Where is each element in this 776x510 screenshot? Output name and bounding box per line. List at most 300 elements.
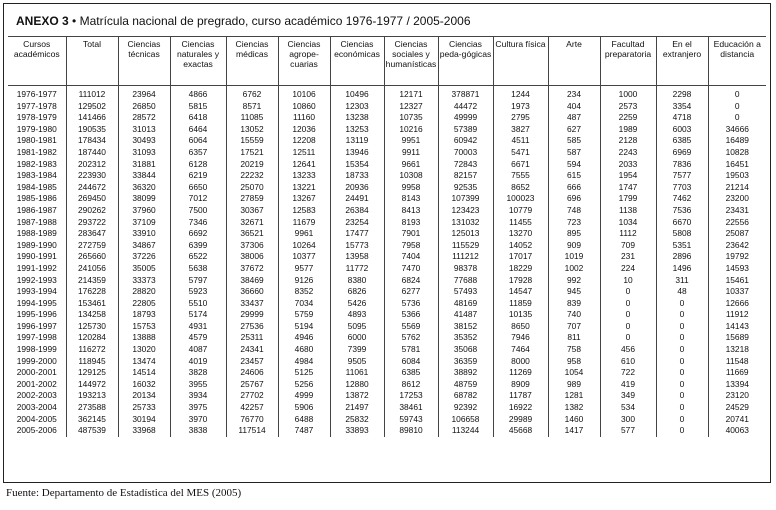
value-cell: 224 (600, 263, 656, 275)
table-row (8, 402, 766, 414)
value-cell: 6219 (170, 170, 226, 182)
value-cell: 14052 (493, 240, 548, 252)
academic-year-cell: 1979-1980 (16, 123, 57, 134)
value-cell: 7536 (656, 205, 708, 217)
value-cell: 1973 (493, 101, 548, 113)
value-cell: 42257 (226, 402, 278, 414)
value-cell: 111012 (66, 86, 118, 101)
value-cell: 33844 (118, 170, 170, 182)
value-cell: 615 (548, 170, 600, 182)
value-cell: 487539 (66, 425, 118, 437)
value-cell: 6418 (170, 112, 226, 124)
value-cell: 5638 (170, 263, 226, 275)
column-header: Educación a distancia (708, 37, 766, 86)
value-cell: 4019 (170, 356, 226, 368)
value-cell: 1000 (600, 86, 656, 101)
academic-year-cell: 2005-2006 (16, 425, 57, 436)
value-cell: 5194 (278, 321, 330, 333)
value-cell: 7555 (493, 170, 548, 182)
table-row (8, 228, 766, 240)
academic-year-cell: 1995-1996 (16, 309, 57, 320)
value-cell: 36521 (226, 228, 278, 240)
academic-year-cell: 1976-1977 (16, 89, 57, 99)
value-cell: 10860 (278, 101, 330, 113)
value-cell: 12208 (278, 135, 330, 147)
value-cell: 45668 (493, 425, 548, 437)
value-cell: 118945 (66, 356, 118, 368)
table-header-row (8, 37, 766, 86)
table-row (8, 275, 766, 287)
academic-year-cell: 1983-1984 (16, 170, 57, 181)
table-row (8, 425, 766, 437)
table-row (8, 205, 766, 217)
value-cell: 28572 (118, 112, 170, 124)
value-cell: 4984 (278, 356, 330, 368)
academic-year-cell: 2000-2001 (16, 367, 57, 378)
value-cell: 35068 (438, 344, 493, 356)
value-cell: 100023 (493, 193, 548, 205)
value-cell: 76770 (226, 414, 278, 426)
value-cell: 77688 (438, 275, 493, 287)
value-cell: 23120 (708, 390, 766, 402)
value-cell: 17928 (493, 275, 548, 287)
value-cell: 1281 (548, 390, 600, 402)
title-separator: • (72, 14, 77, 28)
value-cell: 27859 (226, 193, 278, 205)
value-cell: 5256 (278, 379, 330, 391)
value-cell: 32671 (226, 217, 278, 229)
value-cell: 24491 (330, 193, 384, 205)
value-cell: 44472 (438, 101, 493, 113)
value-cell: 8650 (493, 321, 548, 333)
value-cell: 3955 (170, 379, 226, 391)
value-cell: 193213 (66, 390, 118, 402)
value-cell: 5426 (330, 298, 384, 310)
value-cell: 9911 (384, 147, 438, 159)
value-cell: 958 (548, 356, 600, 368)
value-cell: 707 (548, 321, 600, 333)
enrollment-table (8, 36, 766, 437)
value-cell: 37306 (226, 240, 278, 252)
value-cell: 223930 (66, 170, 118, 182)
column-header: Ciencias peda-gógicas (438, 37, 493, 86)
value-cell: 6084 (384, 356, 438, 368)
value-cell: 141466 (66, 112, 118, 124)
value-cell: 21214 (708, 182, 766, 194)
value-cell: 10 (600, 275, 656, 287)
value-cell: 11679 (278, 217, 330, 229)
value-cell: 11859 (493, 298, 548, 310)
value-cell: 5808 (656, 228, 708, 240)
value-cell: 11455 (493, 217, 548, 229)
value-cell: 6277 (384, 286, 438, 298)
value-cell: 9505 (330, 356, 384, 368)
value-cell: 30493 (118, 135, 170, 147)
value-cell: 15461 (708, 275, 766, 287)
academic-year-cell: 1999-2000 (16, 355, 57, 366)
value-cell: 4087 (170, 344, 226, 356)
value-cell: 18793 (118, 309, 170, 321)
annex-label: ANEXO 3 (16, 14, 69, 28)
value-cell: 272759 (66, 240, 118, 252)
value-cell: 20219 (226, 159, 278, 171)
value-cell: 70003 (438, 147, 493, 159)
value-cell: 13221 (278, 182, 330, 194)
column-header: Ciencias técnicas (118, 37, 170, 86)
value-cell: 709 (600, 240, 656, 252)
value-cell: 57493 (438, 286, 493, 298)
value-cell: 8612 (384, 379, 438, 391)
value-cell: 0 (656, 298, 708, 310)
academic-year-cell: 2002-2003 (16, 390, 57, 401)
value-cell: 594 (548, 159, 600, 171)
value-cell: 0 (656, 367, 708, 379)
value-cell: 25767 (226, 379, 278, 391)
value-cell: 269450 (66, 193, 118, 205)
value-cell: 0 (656, 402, 708, 414)
value-cell: 2573 (600, 101, 656, 113)
table-row (8, 414, 766, 426)
value-cell: 17017 (493, 251, 548, 263)
academic-year-cell: 1980-1981 (16, 135, 57, 146)
value-cell: 22232 (226, 170, 278, 182)
value-cell: 14514 (118, 367, 170, 379)
value-cell: 11160 (278, 112, 330, 124)
value-cell: 25733 (118, 402, 170, 414)
value-cell: 30194 (118, 414, 170, 426)
value-cell: 758 (548, 344, 600, 356)
value-cell: 1244 (493, 86, 548, 101)
source-note: Fuente: Departamento de Estadística del MES (2005) (6, 487, 242, 499)
column-header: Ciencias médicas (226, 37, 278, 86)
value-cell: 740 (548, 309, 600, 321)
value-cell: 7901 (384, 228, 438, 240)
value-cell: 945 (548, 286, 600, 298)
academic-year-cell: 1998-1999 (16, 344, 57, 355)
value-cell: 610 (600, 356, 656, 368)
value-cell: 8652 (493, 182, 548, 194)
value-cell: 839 (548, 298, 600, 310)
value-cell: 176228 (66, 286, 118, 298)
value-cell: 123423 (438, 205, 493, 217)
value-cell: 17521 (226, 147, 278, 159)
value-cell: 92535 (438, 182, 493, 194)
value-cell: 72843 (438, 159, 493, 171)
value-cell: 241056 (66, 263, 118, 275)
title-text: Matrícula nacional de pregrado, curso académico 1976-1977 / 2005-2006 (79, 14, 471, 28)
value-cell: 8143 (384, 193, 438, 205)
value-cell: 13872 (330, 390, 384, 402)
table-row (8, 321, 766, 333)
value-cell: 293722 (66, 217, 118, 229)
value-cell: 587 (548, 147, 600, 159)
value-cell: 13270 (493, 228, 548, 240)
value-cell: 23642 (708, 240, 766, 252)
value-cell: 290262 (66, 205, 118, 217)
value-cell: 7470 (384, 263, 438, 275)
value-cell: 12666 (708, 298, 766, 310)
value-cell: 5125 (278, 367, 330, 379)
value-cell: 9961 (278, 228, 330, 240)
value-cell: 15354 (330, 159, 384, 171)
value-cell: 4893 (330, 309, 384, 321)
table-row (8, 147, 766, 159)
value-cell: 6670 (656, 217, 708, 229)
value-cell: 13052 (226, 124, 278, 136)
value-cell: 6064 (170, 135, 226, 147)
value-cell: 10779 (493, 205, 548, 217)
value-cell: 23431 (708, 205, 766, 217)
value-cell: 15753 (118, 321, 170, 333)
value-cell: 16451 (708, 159, 766, 171)
value-cell: 0 (656, 379, 708, 391)
value-cell: 14143 (708, 321, 766, 333)
table-row (8, 390, 766, 402)
value-cell: 92392 (438, 402, 493, 414)
value-cell: 13119 (330, 135, 384, 147)
value-cell: 234 (548, 86, 600, 101)
value-cell: 11269 (493, 367, 548, 379)
value-cell: 14547 (493, 286, 548, 298)
value-cell: 28820 (118, 286, 170, 298)
value-cell: 696 (548, 193, 600, 205)
column-header: Facultad preparatoria (600, 37, 656, 86)
value-cell: 6357 (170, 147, 226, 159)
value-cell: 5736 (384, 298, 438, 310)
value-cell: 1019 (548, 251, 600, 263)
value-cell: 9661 (384, 159, 438, 171)
table-row (8, 251, 766, 263)
value-cell: 3975 (170, 402, 226, 414)
value-cell: 30367 (226, 205, 278, 217)
value-cell: 909 (548, 240, 600, 252)
value-cell: 31881 (118, 159, 170, 171)
value-cell: 8380 (330, 275, 384, 287)
value-cell: 33968 (118, 425, 170, 437)
value-cell: 0 (600, 298, 656, 310)
value-cell: 21497 (330, 402, 384, 414)
value-cell: 7012 (170, 193, 226, 205)
value-cell: 11085 (226, 112, 278, 124)
value-cell: 5762 (384, 332, 438, 344)
value-cell: 106658 (438, 414, 493, 426)
value-cell: 125730 (66, 321, 118, 333)
value-cell: 33373 (118, 275, 170, 287)
value-cell: 0 (600, 321, 656, 333)
value-cell: 131032 (438, 217, 493, 229)
value-cell: 14593 (708, 263, 766, 275)
page-title (16, 14, 471, 28)
value-cell: 0 (656, 390, 708, 402)
value-cell: 16032 (118, 379, 170, 391)
value-cell: 7399 (330, 344, 384, 356)
value-cell: 37960 (118, 205, 170, 217)
value-cell: 5366 (384, 309, 438, 321)
value-cell: 36359 (438, 356, 493, 368)
value-cell: 23964 (118, 86, 170, 101)
value-cell: 187440 (66, 147, 118, 159)
value-cell: 6003 (656, 124, 708, 136)
value-cell: 1799 (600, 193, 656, 205)
value-cell: 20134 (118, 390, 170, 402)
value-cell: 895 (548, 228, 600, 240)
academic-year-cell: 1994-1995 (16, 297, 57, 308)
value-cell: 13946 (330, 147, 384, 159)
academic-year-cell: 1985-1986 (16, 193, 57, 204)
value-cell: 2298 (656, 86, 708, 101)
value-cell: 10308 (384, 170, 438, 182)
value-cell: 7500 (170, 205, 226, 217)
value-cell: 0 (656, 356, 708, 368)
value-cell: 134258 (66, 309, 118, 321)
value-cell: 40063 (708, 425, 766, 437)
value-cell: 311 (656, 275, 708, 287)
value-cell: 202312 (66, 159, 118, 171)
value-cell: 666 (548, 182, 600, 194)
academic-year-cell: 1990-1991 (16, 251, 57, 262)
value-cell: 36320 (118, 182, 170, 194)
value-cell: 38461 (384, 402, 438, 414)
value-cell: 0 (656, 309, 708, 321)
value-cell: 12880 (330, 379, 384, 391)
value-cell: 6650 (170, 182, 226, 194)
value-cell: 34666 (708, 124, 766, 136)
value-cell: 27536 (226, 321, 278, 333)
value-cell: 0 (600, 309, 656, 321)
value-cell: 2033 (600, 159, 656, 171)
value-cell: 273588 (66, 402, 118, 414)
value-cell: 2259 (600, 112, 656, 124)
value-cell: 10828 (708, 147, 766, 159)
academic-year-cell: 1988-1989 (16, 228, 57, 239)
table-row (8, 379, 766, 391)
value-cell: 0 (656, 414, 708, 426)
value-cell: 37109 (118, 217, 170, 229)
value-cell: 37672 (226, 263, 278, 275)
value-cell: 487 (548, 112, 600, 124)
academic-year-cell: 1993-1994 (16, 286, 57, 297)
table-row (8, 112, 766, 124)
value-cell: 12036 (278, 124, 330, 136)
value-cell: 13253 (330, 124, 384, 136)
value-cell: 31093 (118, 147, 170, 159)
value-cell: 419 (600, 379, 656, 391)
value-cell: 27702 (226, 390, 278, 402)
value-cell: 8352 (278, 286, 330, 298)
table-row (8, 309, 766, 321)
value-cell: 5906 (278, 402, 330, 414)
value-cell: 33910 (118, 228, 170, 240)
value-cell: 98378 (438, 263, 493, 275)
value-cell: 12511 (278, 147, 330, 159)
value-cell: 35005 (118, 263, 170, 275)
value-cell: 0 (708, 101, 766, 113)
value-cell: 1954 (600, 170, 656, 182)
table-row (8, 159, 766, 171)
value-cell: 1054 (548, 367, 600, 379)
academic-year-cell: 1986-1987 (16, 204, 57, 215)
value-cell: 8000 (493, 356, 548, 368)
value-cell: 3970 (170, 414, 226, 426)
value-cell: 16489 (708, 135, 766, 147)
value-cell: 82157 (438, 170, 493, 182)
table-row (8, 286, 766, 298)
value-cell: 10264 (278, 240, 330, 252)
table-row (8, 240, 766, 252)
value-cell: 6762 (226, 86, 278, 101)
value-cell: 12583 (278, 205, 330, 217)
value-cell: 1989 (600, 124, 656, 136)
value-cell: 25832 (330, 414, 384, 426)
value-cell: 24606 (226, 367, 278, 379)
value-cell: 15559 (226, 135, 278, 147)
value-cell: 11912 (708, 309, 766, 321)
value-cell: 117514 (226, 425, 278, 437)
value-cell: 1112 (600, 228, 656, 240)
table-row (8, 356, 766, 368)
table-body (8, 86, 766, 437)
value-cell: 6464 (170, 124, 226, 136)
value-cell: 68782 (438, 390, 493, 402)
value-cell: 125013 (438, 228, 493, 240)
value-cell: 6824 (384, 275, 438, 287)
value-cell: 1382 (548, 402, 600, 414)
value-cell: 48 (656, 286, 708, 298)
value-cell: 585 (548, 135, 600, 147)
value-cell: 129502 (66, 101, 118, 113)
value-cell: 18733 (330, 170, 384, 182)
value-cell: 7034 (278, 298, 330, 310)
value-cell: 214359 (66, 275, 118, 287)
value-cell: 111212 (438, 251, 493, 263)
table-row (8, 182, 766, 194)
value-cell: 748 (548, 205, 600, 217)
value-cell: 1747 (600, 182, 656, 194)
table-row (8, 124, 766, 136)
value-cell: 534 (600, 402, 656, 414)
value-cell: 6385 (656, 135, 708, 147)
value-cell: 190535 (66, 124, 118, 136)
value-cell: 13238 (330, 112, 384, 124)
value-cell: 8193 (384, 217, 438, 229)
value-cell: 0 (656, 344, 708, 356)
value-cell: 7404 (384, 251, 438, 263)
value-cell: 2243 (600, 147, 656, 159)
value-cell: 300 (600, 414, 656, 426)
value-cell: 5351 (656, 240, 708, 252)
column-header: En el extranjero (656, 37, 708, 86)
value-cell: 6522 (170, 251, 226, 263)
value-cell: 5174 (170, 309, 226, 321)
value-cell: 10135 (493, 309, 548, 321)
value-cell: 0 (656, 425, 708, 437)
value-cell: 25070 (226, 182, 278, 194)
value-cell: 7464 (493, 344, 548, 356)
academic-year-cell: 1991-1992 (16, 262, 57, 273)
academic-year-cell: 2004-2005 (16, 413, 57, 424)
value-cell: 7946 (493, 332, 548, 344)
value-cell: 33437 (226, 298, 278, 310)
value-cell: 57389 (438, 124, 493, 136)
value-cell: 31013 (118, 124, 170, 136)
value-cell: 3838 (170, 425, 226, 437)
value-cell: 20741 (708, 414, 766, 426)
value-cell: 1460 (548, 414, 600, 426)
value-cell: 13474 (118, 356, 170, 368)
value-cell: 13020 (118, 344, 170, 356)
value-cell: 29989 (493, 414, 548, 426)
table-row (8, 193, 766, 205)
